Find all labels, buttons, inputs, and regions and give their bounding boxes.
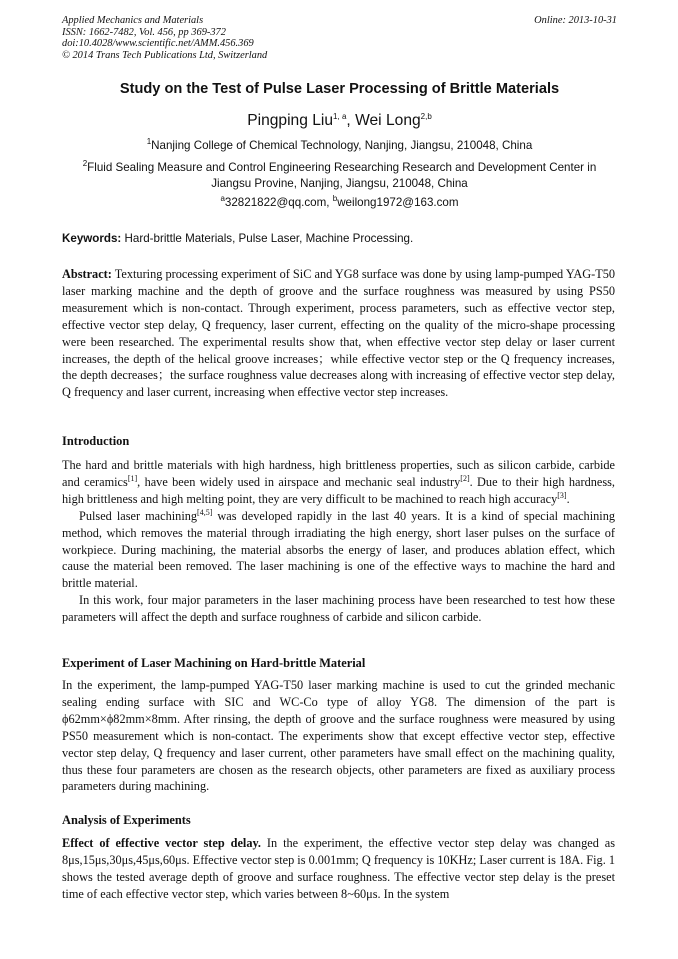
affiliation-text: Fluid Sealing Measure and Control Engineering Researching Research and Development Center in — [87, 161, 597, 174]
keywords — [62, 232, 617, 245]
paragraph: Pulsed laser machining[4,5] was developed rapidly in the last 40 years. It is a kind of special machining method, which removes the material through irradiating the high energy, short laser pulses on the surface of workpiece. During machining, the material absorbs the energy of laser, and produces ablation effect, which cause the material been removed. The laser machining is one of the effective ways to machine the hard and brittle material. — [62, 507, 615, 591]
paper-title: Study on the Test of Pulse Laser Processing of Brittle Materials — [119, 81, 560, 97]
keywords-label: Keywords: — [62, 232, 122, 245]
abstract-label: Abstract: — [62, 267, 112, 281]
author-name: Wei Long — [355, 112, 421, 129]
email-address: 32821822@qq.com, — [224, 196, 330, 209]
email-line — [62, 195, 617, 211]
copyright-line: © 2014 Trans Tech Publications Ltd, Switzerland — [62, 49, 268, 61]
affiliation-marker: 2 — [82, 159, 88, 169]
email-address: weilong1972@163.com — [337, 196, 459, 209]
affiliation-text: Nanjing College of Chemical Technology, Nanjing, Jiangsu, 210048, China — [151, 139, 533, 152]
introduction-body — [62, 457, 615, 626]
paragraph: The hard and brittle materials with high hardness, high brittleness properties, such as silicon carbide, carbide and ceramics[1], have been widely used in airspace and mechanic seal industry[2]. Due to their high hardness, high brittleness and high melting point, they are very difficult to be machined to reach high accuracy[3]. — [62, 458, 616, 506]
citation: [4,5] — [197, 507, 213, 517]
author-superscript: 2,b — [420, 111, 432, 121]
section-heading-analysis: Analysis of Experiments — [62, 813, 191, 827]
affiliation-text: Jiangsu Provine, Nanjing, Jiangsu, 210048, China — [211, 176, 468, 190]
author-name: Pingping Liu — [247, 112, 334, 129]
section-heading-introduction: Introduction — [62, 434, 130, 448]
online-date: Online: 2013-10-31 — [534, 15, 617, 26]
paragraph: In this work, four major parameters in the laser machining process have been researched to test how these parameters will affect the depth and surface roughness of carbide and silicon carbide. — [62, 593, 615, 625]
affiliation-marker: 1 — [146, 137, 152, 147]
subsection-heading: Effect of effective vector step delay. — [62, 836, 262, 850]
section-heading-experiment: Experiment of Laser Machining on Hard-brittle Material — [62, 656, 366, 670]
affiliation-2 — [62, 160, 617, 191]
paragraph: In the experiment, the lamp-pumped YAG-T50 laser marking machine is used to cut the grinded mechanic sealing ending surface with SIC and WC-Co type of alloy YG8. The dimension of the part is ϕ62mm×ϕ82mm×8mm. After rinsing, the depth of groove and the surface roughness were measured by using PS50 measurement which is non-contact. The experiments show that except effective vector step, effective vector step delay, Q frequency and laser current, other parameters have small effect on the machining quality, thus these four parameters are chosen as the research objects, other parameters are fixed as auxiliary process parameters during machining. — [62, 678, 615, 794]
author-list: Pingping Liu$^{1, a}$, Wei Long$^{2,b}$ — [247, 111, 432, 129]
email-marker: b — [332, 194, 338, 204]
abstract — [62, 266, 615, 401]
analysis-body — [62, 835, 615, 903]
affiliation-1 — [62, 138, 617, 154]
doi-line: doi:10.4028/www.scientific.net/AMM.456.369 — [62, 38, 254, 50]
journal-header — [62, 15, 617, 61]
journal-name: Applied Mechanics and Materials — [62, 15, 204, 26]
author-superscript: 1, a — [333, 111, 347, 121]
abstract-text: Texturing processing experiment of SiC and YG8 surface was done by using lamp-pumped YAG-T50 laser marking machine and the depth of groove and the surface roughness was measured by using PS50 measurement which is non-contact. Through experiment, process parameters, such as effective vector step, effective vector step delay, Q frequency, laser current, effecting on the quality of the micro-shape processing were been researched. The experimental results show that, when effective vector step delay or laser current increases, the depth of the helical groove increases；while effective vector step or the Q frequency increases, the depth decreases；the surface roughness value decreases along with increasing of effective vector step delay, Q frequency and laser current, increasing when effective vector step increases. — [62, 267, 616, 400]
keywords-text: Hard-brittle Materials, Pulse Laser, Machine Processing. — [124, 232, 414, 245]
citation: [3] — [557, 490, 567, 500]
paragraph: Effect of effective vector step delay. In the experiment, the effective vector step delay was changed as 8μs,15μs,30μs,45μs,60μs. Effective vector step is 0.001mm; Q frequency is 10KHz; Laser current is 18A. Fig. 1 shows the tested average depth of groove and surface roughness. The effective vector step delay is the preset time of each effective vector step, which varies between 8~60μs. In the system — [62, 836, 615, 901]
experiment-body — [62, 677, 615, 795]
citation: [1] — [127, 473, 138, 483]
issn-line: ISSN: 1662-7482, Vol. 456, pp 369-372 — [62, 26, 226, 38]
email-marker: a — [220, 194, 225, 204]
citation: [2] — [460, 473, 470, 483]
